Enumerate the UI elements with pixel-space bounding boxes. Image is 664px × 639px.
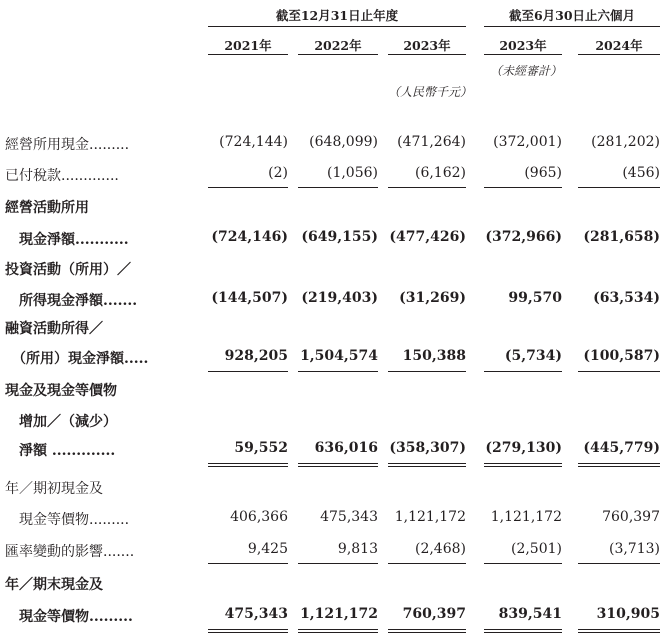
cell: 150,388 bbox=[402, 348, 466, 364]
year-underline bbox=[388, 54, 466, 55]
cell: (281,658) bbox=[583, 229, 660, 245]
subtotal-line bbox=[578, 563, 660, 564]
cell: 475,343 bbox=[224, 606, 288, 622]
subtotal-line bbox=[298, 187, 378, 188]
total-double-line bbox=[578, 463, 660, 467]
year-underline bbox=[298, 54, 378, 55]
cell: (358,307) bbox=[389, 440, 466, 456]
subtotal-line bbox=[298, 563, 378, 564]
cell: 928,205 bbox=[224, 348, 288, 364]
subtotal-line bbox=[484, 371, 562, 372]
cell: (471,264) bbox=[397, 134, 466, 150]
subtotal-line bbox=[388, 371, 466, 372]
cell: (100,587) bbox=[583, 348, 660, 364]
year-header: 2024年 bbox=[595, 38, 643, 53]
row-label: 經營活動所用 bbox=[5, 200, 89, 216]
cell: 310,905 bbox=[596, 606, 660, 622]
row-label: 現金等價物......... bbox=[5, 512, 130, 528]
cell: (63,534) bbox=[593, 290, 660, 306]
subtotal-line bbox=[388, 187, 466, 188]
total-double-line bbox=[298, 629, 378, 633]
cell: (724,146) bbox=[211, 229, 288, 245]
cell: (372,001) bbox=[493, 134, 562, 150]
cell: (6,162) bbox=[414, 165, 466, 181]
year-underline bbox=[484, 54, 562, 55]
cell: 475,343 bbox=[320, 509, 378, 525]
cell: (281,202) bbox=[591, 134, 660, 150]
total-double-line bbox=[208, 629, 288, 633]
subtotal-line bbox=[208, 187, 288, 188]
cell: 1,121,172 bbox=[394, 509, 466, 525]
cell: 406,366 bbox=[230, 509, 288, 525]
row-label: 增加／（減少） bbox=[5, 414, 117, 430]
year-header: 2022年 bbox=[314, 38, 362, 53]
cell: (5,734) bbox=[504, 348, 562, 364]
cell: (3,713) bbox=[608, 541, 660, 557]
row-label: 淨額 ............. bbox=[5, 443, 116, 459]
year-header: 2023年 bbox=[403, 38, 451, 53]
cell: (2) bbox=[268, 165, 288, 181]
subtotal-line bbox=[208, 371, 288, 372]
subtotal-line bbox=[484, 563, 562, 564]
unit-note: （人民幣千元） bbox=[388, 85, 473, 99]
row-label: 所得現金淨額....... bbox=[5, 293, 138, 309]
total-double-line bbox=[388, 463, 466, 467]
total-double-line bbox=[388, 629, 466, 633]
year-header: 2023年 bbox=[499, 38, 547, 53]
row-label: 現金淨額........... bbox=[5, 232, 129, 248]
header-group-year-ended: 截至12月31日止年度 bbox=[275, 8, 399, 23]
cell: (279,130) bbox=[485, 440, 562, 456]
cell: 9,425 bbox=[247, 541, 288, 557]
header-group-six-months: 截至6月30日止六個月 bbox=[508, 8, 636, 23]
subtotal-line bbox=[388, 563, 466, 564]
subtotal-line bbox=[578, 187, 660, 188]
cell: 839,541 bbox=[498, 606, 562, 622]
cell: 99,570 bbox=[508, 290, 562, 306]
total-double-line bbox=[578, 629, 660, 633]
row-label: （所用）現金淨額..... bbox=[5, 351, 149, 367]
cell: 59,552 bbox=[234, 440, 288, 456]
total-double-line bbox=[484, 629, 562, 633]
row-label: 融資活動所得／ bbox=[5, 321, 103, 337]
row-label: 匯率變動的影響....... bbox=[5, 544, 135, 560]
cell: (965) bbox=[524, 165, 562, 181]
row-label: 現金及現金等價物 bbox=[5, 383, 117, 399]
total-double-line bbox=[484, 463, 562, 467]
subtotal-line bbox=[298, 371, 378, 372]
cell: (372,966) bbox=[485, 229, 562, 245]
cell: 636,016 bbox=[314, 440, 378, 456]
total-double-line bbox=[208, 463, 288, 467]
year-header: 2021年 bbox=[224, 38, 272, 53]
header-group-line bbox=[484, 26, 660, 27]
cell: 1,504,574 bbox=[300, 348, 378, 364]
year-underline bbox=[578, 54, 660, 55]
cell: (144,507) bbox=[211, 290, 288, 306]
cell: (649,155) bbox=[301, 229, 378, 245]
unaudited-note: （未經審計） bbox=[490, 64, 563, 78]
cell: (445,779) bbox=[583, 440, 660, 456]
row-label: 年／期末現金及 bbox=[5, 577, 103, 593]
cell: (477,426) bbox=[389, 229, 466, 245]
cell: 1,121,172 bbox=[490, 509, 562, 525]
cell: (2,501) bbox=[510, 541, 562, 557]
cell: (31,269) bbox=[399, 290, 466, 306]
total-double-line bbox=[298, 463, 378, 467]
year-underline bbox=[208, 54, 288, 55]
cell: (724,144) bbox=[219, 134, 288, 150]
row-label: 經營所用現金......... bbox=[5, 137, 130, 153]
row-label: 投資活動（所用）／ bbox=[5, 262, 131, 278]
subtotal-line bbox=[484, 187, 562, 188]
cell: (2,468) bbox=[414, 541, 466, 557]
cell: 9,813 bbox=[337, 541, 378, 557]
subtotal-line bbox=[208, 563, 288, 564]
cell: (219,403) bbox=[301, 290, 378, 306]
header-group-line bbox=[208, 26, 466, 27]
subtotal-line bbox=[578, 371, 660, 372]
cell: (1,056) bbox=[326, 165, 378, 181]
cell: 760,397 bbox=[402, 606, 466, 622]
cell: (648,099) bbox=[309, 134, 378, 150]
row-label: 年／期初現金及 bbox=[5, 481, 103, 497]
cell: 1,121,172 bbox=[300, 606, 378, 622]
row-label: 現金等價物......... bbox=[5, 609, 133, 625]
cell: 760,397 bbox=[602, 509, 660, 525]
row-label: 已付稅款............. bbox=[5, 168, 119, 184]
cell: (456) bbox=[622, 165, 660, 181]
